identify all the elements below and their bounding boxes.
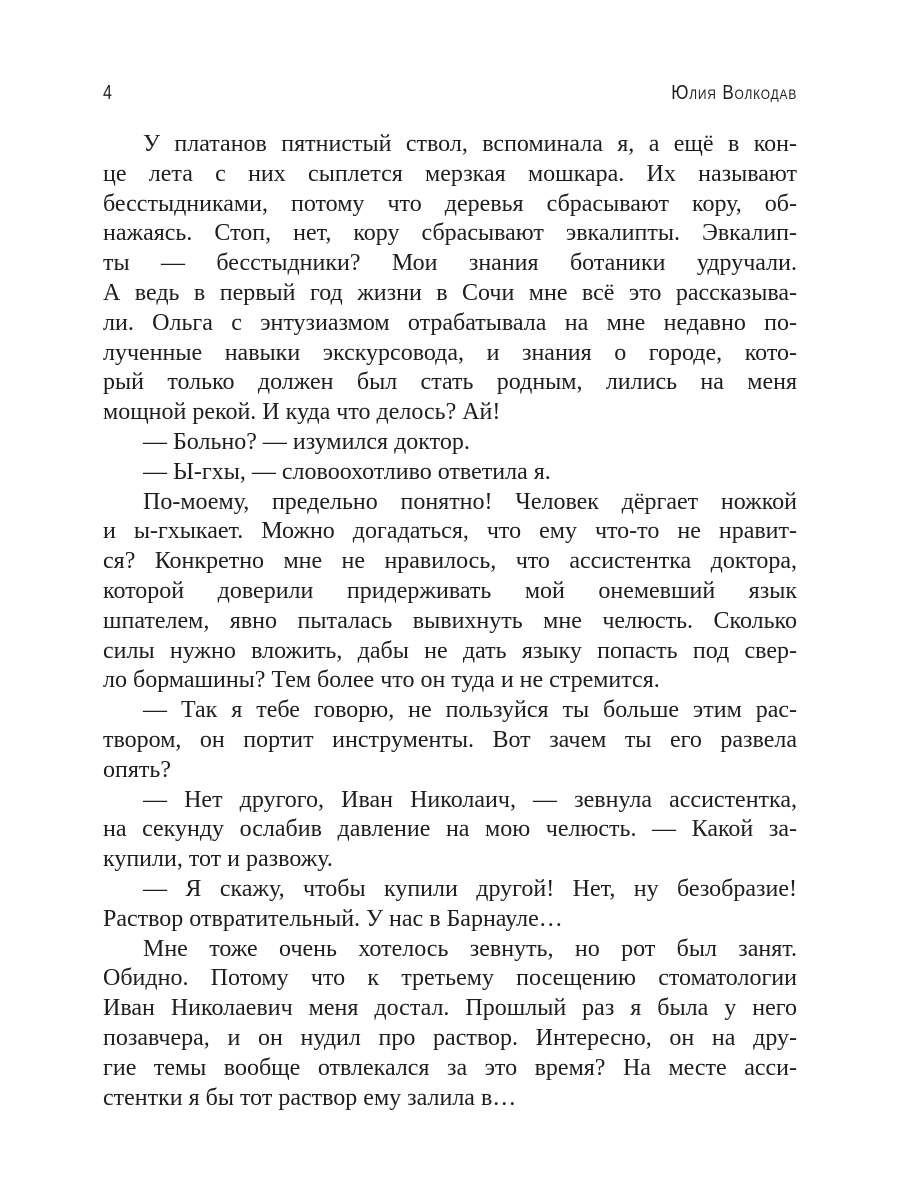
- text-line: которой доверили придерживать мой онемевший язык: [103, 577, 797, 604]
- text-line: — Ы-гхы, — словоохотливо ответила я.: [143, 458, 551, 485]
- text-line: Иван Николаевич меня достал. Прошлый раз я была у него: [103, 995, 797, 1022]
- text-line: опять?: [103, 756, 171, 783]
- text-line: твором, он портит инструменты. Вот зачем ты его развела: [103, 726, 797, 753]
- text-line: стентки я бы тот раствор ему залила в…: [103, 1084, 517, 1111]
- text-line: ся? Конкретно мне не нравилось, что ассистентка доктора,: [103, 548, 797, 575]
- text-line: ло бормашины? Тем более что он туда и не стремится.: [103, 667, 660, 694]
- text-line: шпателем, явно пыталась вывихнуть мне челюсть. Сколько: [103, 607, 797, 634]
- text-line: — Нет другого, Иван Николаич, — зевнула ассистентка,: [143, 786, 797, 813]
- text-line: гие темы вообще отвлекался за это время? На месте асси-: [103, 1054, 797, 1081]
- text-line: на секунду ослабив давление на мою челюсть. — Какой за-: [103, 816, 797, 843]
- text-line: Раствор отвратительный. У нас в Барнауле…: [103, 905, 563, 932]
- text-line: Обидно. Потому что к третьему посещению стоматологии: [103, 965, 797, 992]
- page-number: 4: [103, 82, 112, 104]
- text-line: — Больно? — изумился доктор.: [143, 428, 470, 455]
- text-line: и ы-гхыкает. Можно догадаться, что ему что-то не нравит-: [103, 518, 797, 545]
- text-line: По-моему, предельно понятно! Человек дёргает ножкой: [143, 488, 797, 515]
- text-line: ли. Ольга с энтузиазмом отрабатывала на мне недавно по-: [103, 309, 797, 336]
- text-line: У платанов пятнистый ствол, вспоминала я, а ещё в кон-: [143, 131, 797, 157]
- text-line: бесстыдниками, потому что деревья сбрасывают кору, об-: [103, 190, 797, 217]
- running-title-author: Юлия Волкодав: [671, 82, 797, 104]
- text-line: мощной рекой. И куда что делось? Ай!: [103, 399, 501, 426]
- text-line: ты — бесстыдники? Мои знания ботаники удручали.: [103, 250, 797, 277]
- body-text: [103, 130, 797, 1113]
- text-line: — Так я тебе говорю, не пользуйся ты больше этим рас-: [143, 697, 797, 724]
- text-line: — Я скажу, чтобы купили другой! Нет, ну безобразие!: [143, 875, 797, 902]
- text-line: Мне тоже очень хотелось зевнуть, но рот был занят.: [143, 935, 797, 962]
- text-line: силы нужно вложить, дабы не дать языку попасть под свер-: [103, 637, 797, 664]
- text-line: позавчера, и он нудил про раствор. Интересно, он на дру-: [103, 1024, 797, 1051]
- text-line: купили, тот и развожу.: [103, 846, 333, 873]
- text-line: А ведь в первый год жизни в Сочи мне всё это рассказыва-: [103, 279, 797, 306]
- text-line: лученные навыки экскурсовода, и знания о городе, кото-: [103, 339, 797, 366]
- text-line: рый только должен был стать родным, лились на меня: [103, 369, 797, 396]
- text-line: це лета с них сыплется мерзкая мошкара. Их называют: [103, 160, 797, 187]
- text-line: нажаясь. Стоп, нет, кору сбрасывают эвкалипты. Эвкалип-: [103, 220, 797, 247]
